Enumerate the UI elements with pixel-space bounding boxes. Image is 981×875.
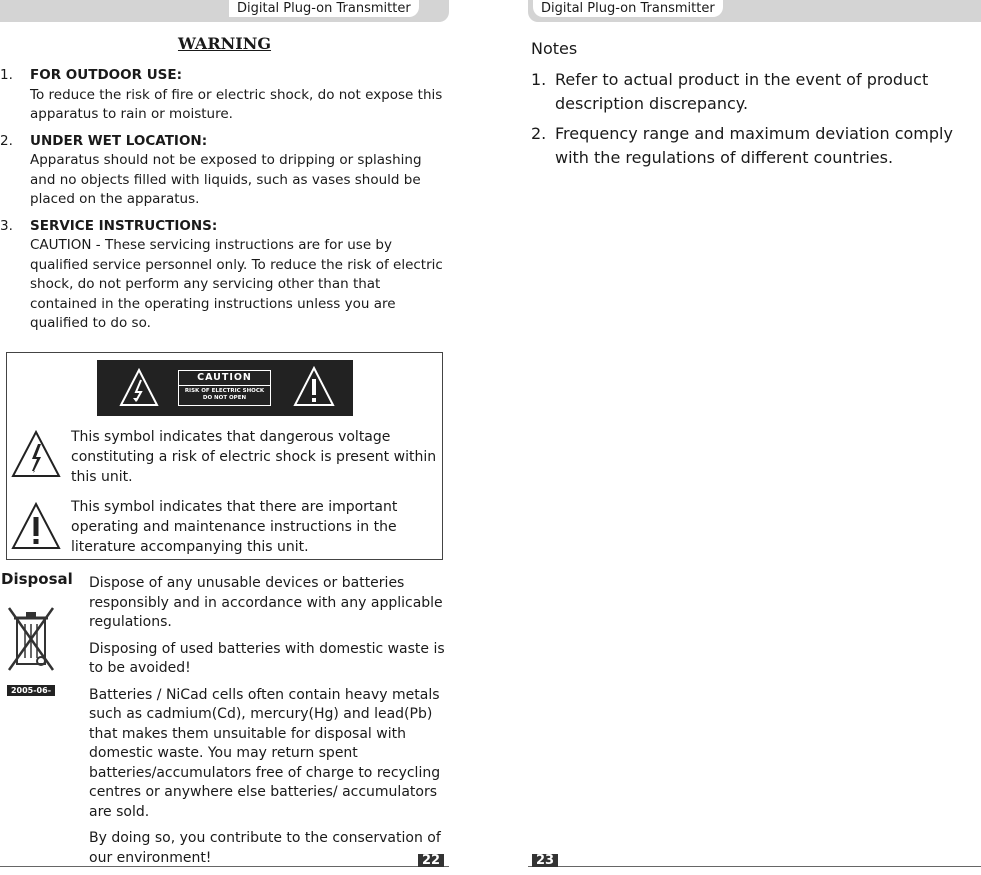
warning-text: CAUTION - These servicing instructions are for use by qualified service personnel only. To reduce the risk of electric shock, do not perform any servicing other than that contained in the operating instructions unless you are qualified to do so.: [30, 237, 443, 331]
crossed-out-bin-icon: [5, 600, 57, 676]
warning-number: 3.: [0, 217, 13, 234]
warning-text: To reduce the risk of fire or electric shock, do not expose this apparatus to rain or moisture.: [30, 86, 443, 122]
note-text: Frequency range and maximum deviation comply with the regulations of different countries.: [555, 124, 953, 167]
note-number: 1.: [531, 70, 547, 89]
lightning-triangle-icon: [119, 368, 159, 408]
warning-number: 1.: [0, 67, 13, 83]
symbol-description: This symbol indicates that dangerous voltage constituting a risk of electric shock is present within this unit.: [71, 429, 437, 485]
safety-symbol-box: [6, 352, 443, 560]
date-badge: 2005-06-13: [7, 685, 55, 696]
warning-number: 2.: [0, 132, 13, 149]
warning-text: Apparatus should not be exposed to dripping or splashing and no objects filled with liquids, such as vases should be placed on the apparatus.: [30, 152, 422, 207]
warning-item: [0, 217, 449, 334]
warning-heading: UNDER WET LOCATION:: [30, 132, 208, 149]
warning-heading: FOR OUTDOOR USE:: [30, 67, 183, 83]
page-number: 23: [532, 854, 558, 867]
caution-title: CAUTION: [179, 371, 270, 386]
caution-label-box: [178, 370, 271, 406]
notes-title: Notes: [531, 39, 578, 58]
warning-heading: SERVICE INSTRUCTIONS:: [30, 217, 218, 234]
exclamation-triangle-icon: [11, 501, 61, 551]
note-item: [531, 68, 981, 115]
exclamation-triangle-icon: [293, 366, 335, 408]
notes-list: [531, 68, 981, 176]
note-item: [531, 122, 981, 169]
warning-item: [0, 66, 449, 125]
page-number: 22: [418, 854, 444, 867]
disposal-paragraph: Disposing of used batteries with domestic waste is to be avoided!: [89, 640, 445, 676]
warning-title: WARNING: [177, 34, 272, 53]
caution-banner: [97, 360, 353, 416]
symbol-description: This symbol indicates that there are important operating and maintenance instructions in the literature accompanying this unit.: [71, 499, 398, 555]
caution-line-2: DO NOT OPEN: [202, 395, 247, 401]
disposal-paragraph: Dispose of any unusable devices or batteries responsibly and in accordance with any applicable regulations.: [89, 575, 443, 630]
disposal-paragraph: Batteries / NiCad cells often contain heavy metals such as cadmium(Cd), mercury(Hg) and lead(Pb) that makes them unsuitable for disposal with domestic waste. You may return spent batteries/accumulators free of charge to recycling centres or anywhere else batteries/ accumulators are sold.: [89, 686, 441, 820]
warning-list: [0, 66, 449, 341]
header-title: Digital Plug-on Transmitter: [229, 0, 419, 17]
note-number: 2.: [531, 124, 547, 143]
disposal-label: Disposal: [1, 570, 73, 588]
note-text: Refer to actual product in the event of product description discrepancy.: [555, 70, 929, 113]
right-page: [528, 0, 981, 867]
lightning-triangle-icon: [11, 429, 61, 479]
disposal-paragraph: By doing so, you contribute to the conservation of our environment!: [89, 830, 441, 866]
disposal-text: [89, 574, 451, 875]
header-title: Digital Plug-on Transmitter: [533, 0, 723, 17]
left-page: [0, 0, 452, 867]
caution-line-1: RISK OF ELECTRIC SHOCK: [184, 388, 265, 394]
warning-item: [0, 132, 449, 210]
